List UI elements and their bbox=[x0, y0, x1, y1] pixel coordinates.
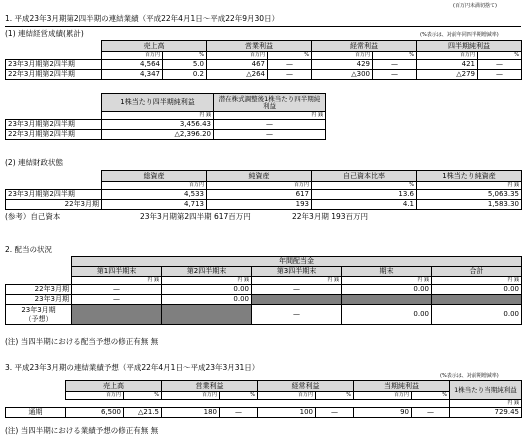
cell-value: 5.0 bbox=[163, 60, 207, 70]
col-sales: 売上高 bbox=[102, 41, 207, 52]
cell-value: 467 bbox=[207, 60, 268, 70]
cell-value: — bbox=[412, 408, 450, 418]
cell-value: — bbox=[72, 295, 162, 305]
eps-table bbox=[5, 93, 326, 140]
cell-value: 0.00 bbox=[342, 285, 432, 295]
row-label: 22年3月期第2四半期 bbox=[6, 70, 102, 80]
unit-label: % bbox=[163, 52, 207, 60]
cell-value: 4.1 bbox=[312, 200, 417, 210]
table-row bbox=[6, 60, 522, 70]
table-row bbox=[6, 120, 326, 130]
cell-value: 0.00 bbox=[432, 305, 522, 325]
shaded-cell bbox=[72, 305, 162, 325]
cell-value: △2,396.20 bbox=[102, 130, 214, 140]
section-4-pct-note: (%表示は、対前期増減率) bbox=[440, 373, 499, 379]
unit-note: (百万円未満切捨て) bbox=[453, 3, 497, 9]
cell-value: 429 bbox=[312, 60, 373, 70]
cell-value: 180 bbox=[162, 408, 220, 418]
table-row bbox=[6, 408, 522, 418]
cell-value: — bbox=[268, 60, 312, 70]
unit-label: 百万円 bbox=[162, 392, 220, 400]
cell-value: 0.00 bbox=[342, 305, 432, 325]
cell-value: 5,063.35 bbox=[417, 190, 522, 200]
cell-value: 421 bbox=[417, 60, 478, 70]
unit-label: 円 銭 bbox=[162, 277, 252, 285]
cell-value: 0.2 bbox=[163, 70, 207, 80]
equity-ref-current: 23年3月期第2四半期 617百万円 bbox=[140, 212, 251, 221]
unit-label: 百万円 bbox=[102, 182, 207, 190]
cell-value: 617 bbox=[207, 190, 312, 200]
cell-value: — bbox=[220, 408, 258, 418]
col-ordinary-income: 経常利益 bbox=[312, 41, 417, 52]
section-1-heading: (1) 連結経営成績(累計) bbox=[5, 29, 84, 38]
col-equity-ratio: 自己資本比率 bbox=[312, 171, 417, 182]
col-sales: 売上高 bbox=[66, 381, 162, 392]
cell-value: 4,347 bbox=[102, 70, 163, 80]
unit-label: % bbox=[124, 392, 162, 400]
unit-label: 円 銭 bbox=[342, 277, 432, 285]
col-ordinary-income: 経常利益 bbox=[258, 381, 354, 392]
table-row bbox=[6, 295, 522, 305]
cell-value: 0.00 bbox=[162, 285, 252, 295]
cell-value: — bbox=[268, 70, 312, 80]
row-label: 23年3月期第2四半期 bbox=[6, 190, 102, 200]
unit-label: % bbox=[478, 52, 522, 60]
cell-value: 13.6 bbox=[312, 190, 417, 200]
cell-value: — bbox=[214, 130, 326, 140]
section-1-pct-note: (%表示は、対前年同四半期増減率) bbox=[420, 32, 499, 38]
unit-label: 百万円 bbox=[207, 52, 268, 60]
table-row bbox=[6, 130, 326, 140]
cell-value: △264 bbox=[207, 70, 268, 80]
cell-value: 0.00 bbox=[432, 285, 522, 295]
col-eps: 1株当たり四半期純利益 bbox=[102, 94, 214, 112]
col-diluted-eps: 潜在株式調整後1株当たり四半期純利益 bbox=[214, 94, 326, 112]
shaded-cell bbox=[432, 295, 522, 305]
unit-label: 百万円 bbox=[417, 52, 478, 60]
dividends-table bbox=[5, 256, 522, 325]
unit-label: 円 銭 bbox=[72, 277, 162, 285]
shaded-cell bbox=[162, 305, 252, 325]
operating-results-table bbox=[5, 40, 522, 80]
cell-value: △21.5 bbox=[124, 408, 162, 418]
col-bps: 1株当たり純資産 bbox=[417, 171, 522, 182]
table-row bbox=[6, 305, 522, 325]
cell-value: 4,533 bbox=[102, 190, 207, 200]
table-row bbox=[6, 200, 522, 210]
col-net-income: 四半期純利益 bbox=[417, 41, 522, 52]
cell-value: 6,500 bbox=[66, 408, 124, 418]
report-title: 1. 平成23年3月期第2四半期の連結業績（平成22年4月1日〜平成22年9月30日） bbox=[5, 14, 280, 23]
row-label: 通期 bbox=[6, 408, 66, 418]
row-label: 23年3月期 bbox=[6, 295, 72, 305]
row-label: 23年3月期 （予想） bbox=[6, 305, 72, 325]
forecast-table bbox=[5, 380, 522, 418]
unit-label: 百万円 bbox=[66, 392, 124, 400]
cell-value: 0.00 bbox=[162, 295, 252, 305]
row-label: 22年3月期第2四半期 bbox=[6, 130, 102, 140]
col-total: 合計 bbox=[432, 267, 522, 277]
unit-label: % bbox=[220, 392, 258, 400]
section-4-heading: 3. 平成23年3月期の連結業績予想（平成22年4月1日〜平成23年3月31日） bbox=[5, 363, 260, 372]
row-label: 23年3月期第2四半期 bbox=[6, 120, 102, 130]
shaded-cell bbox=[342, 295, 432, 305]
row-label: 23年3月期第2四半期 bbox=[6, 60, 102, 70]
unit-label: 円 銭 bbox=[252, 277, 342, 285]
cell-value: 4,564 bbox=[102, 60, 163, 70]
unit-label: 百万円 bbox=[207, 182, 312, 190]
cell-value: 729.45 bbox=[450, 408, 522, 418]
cell-value: — bbox=[478, 70, 522, 80]
section-2-heading: (2) 連結財政状態 bbox=[5, 158, 64, 167]
unit-label: 百万円 bbox=[354, 392, 412, 400]
section-3-heading: 2. 配当の状況 bbox=[5, 245, 53, 254]
cell-value: 4,713 bbox=[102, 200, 207, 210]
unit-label: 円 銭 bbox=[102, 112, 214, 120]
table-row bbox=[6, 70, 522, 80]
cell-value: — bbox=[373, 60, 417, 70]
forecast-revision-note: (注) 当四半期における業績予想の修正有無 無 bbox=[5, 426, 159, 435]
unit-label: % bbox=[268, 52, 312, 60]
cell-value: 90 bbox=[354, 408, 412, 418]
cell-value: — bbox=[478, 60, 522, 70]
col-annual-dividend: 年間配当金 bbox=[72, 257, 522, 267]
financial-position-table bbox=[5, 170, 522, 210]
unit-label: 百万円 bbox=[258, 392, 316, 400]
shaded-cell bbox=[252, 295, 342, 305]
table-row bbox=[6, 190, 522, 200]
col-operating-income: 営業利益 bbox=[162, 381, 258, 392]
unit-label: % bbox=[373, 52, 417, 60]
col-net-assets: 純資産 bbox=[207, 171, 312, 182]
unit-label: % bbox=[412, 392, 450, 400]
unit-label: % bbox=[316, 392, 354, 400]
col-total-assets: 総資産 bbox=[102, 171, 207, 182]
col-operating-income: 営業利益 bbox=[207, 41, 312, 52]
unit-label: 円 銭 bbox=[214, 112, 326, 120]
cell-value: △300 bbox=[312, 70, 373, 80]
cell-value: — bbox=[252, 285, 342, 295]
table-row bbox=[6, 285, 522, 295]
col-year-end: 期末 bbox=[342, 267, 432, 277]
unit-label: 円 銭 bbox=[432, 277, 522, 285]
unit-label: 百万円 bbox=[102, 52, 163, 60]
row-label: 22年3月期 bbox=[6, 285, 72, 295]
title-underline bbox=[5, 26, 521, 27]
dividend-revision-note: (注) 当四半期における配当予想の修正有無 無 bbox=[5, 337, 159, 346]
unit-label: % bbox=[312, 182, 417, 190]
col-net-income: 当期純利益 bbox=[354, 381, 450, 392]
cell-value: 1,583.30 bbox=[417, 200, 522, 210]
equity-ref-label: (参考）自己資本 bbox=[5, 212, 61, 221]
cell-value: △279 bbox=[417, 70, 478, 80]
cell-value: 193 bbox=[207, 200, 312, 210]
col-q2: 第2四半期末 bbox=[162, 267, 252, 277]
col-eps: 1株当たり当期純利益 bbox=[450, 381, 522, 400]
cell-value: — bbox=[214, 120, 326, 130]
equity-ref-prior: 22年3月期 193百万円 bbox=[292, 212, 369, 221]
unit-label: 円 銭 bbox=[417, 182, 522, 190]
unit-label: 円 銭 bbox=[450, 400, 522, 408]
cell-value: — bbox=[373, 70, 417, 80]
cell-value: 3,456.43 bbox=[102, 120, 214, 130]
unit-label: 百万円 bbox=[312, 52, 373, 60]
row-label: 22年3月期 bbox=[6, 200, 102, 210]
col-q1: 第1四半期末 bbox=[72, 267, 162, 277]
cell-value: — bbox=[72, 285, 162, 295]
cell-value: 100 bbox=[258, 408, 316, 418]
cell-value: — bbox=[316, 408, 354, 418]
cell-value: — bbox=[252, 305, 342, 325]
col-q3: 第3四半期末 bbox=[252, 267, 342, 277]
